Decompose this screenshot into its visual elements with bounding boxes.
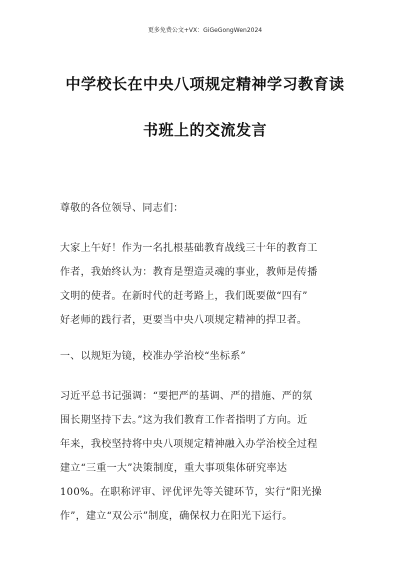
paragraph-2 bbox=[60, 385, 356, 529]
paragraph-2-line: 围长期坚持下去。”这为我们教育工作者指明了方向。近 bbox=[60, 415, 308, 426]
paragraph-1 bbox=[60, 237, 356, 333]
section-1-heading: 一、以规矩为镜，校准办学治校“坐标系” bbox=[60, 351, 246, 362]
paragraph-1-line: 大家上午好！作为一名扎根基础教育战线三十年的教育工 bbox=[60, 243, 318, 254]
paragraph-1-line: 文明的使者。在新时代的赶考路上，我们既要做“四有” bbox=[60, 291, 308, 302]
paragraph-2-line: 作”，建立“双公示”制度，确保权力在阳光下运行。 bbox=[60, 511, 293, 522]
document-title-line-1: 中学校长在中央八项规定精神学习教育读 bbox=[65, 75, 345, 93]
paragraph-1-line: 作者，我始终认为：教育是塑造灵魂的事业，教师是传播 bbox=[60, 267, 318, 278]
paragraph-2-line: 建立“三重一大”决策制度，重大事项集体研究率达 bbox=[60, 463, 288, 474]
salutation: 尊敬的各位领导、同志们： bbox=[60, 203, 184, 214]
paragraph-2-line: 习近平总书记强调：“要把严的基调、严的措施、严的氛 bbox=[60, 391, 313, 402]
paragraph-2-line: 年来，我校坚持将中央八项规定精神融入办学治校全过程 bbox=[60, 439, 318, 450]
document-title-line-2: 书班上的交流发言 bbox=[142, 121, 267, 139]
header-note: 更多免费公文+VX：GiGeGongWen2024 bbox=[147, 27, 263, 34]
paragraph-1-line: 好老师的践行者，更要当中央八项规定精神的捍卫者。 bbox=[60, 315, 308, 326]
paragraph-2-line: 100%。在职称评审、评优评先等关键环节，实行“阳光操 bbox=[60, 487, 322, 498]
